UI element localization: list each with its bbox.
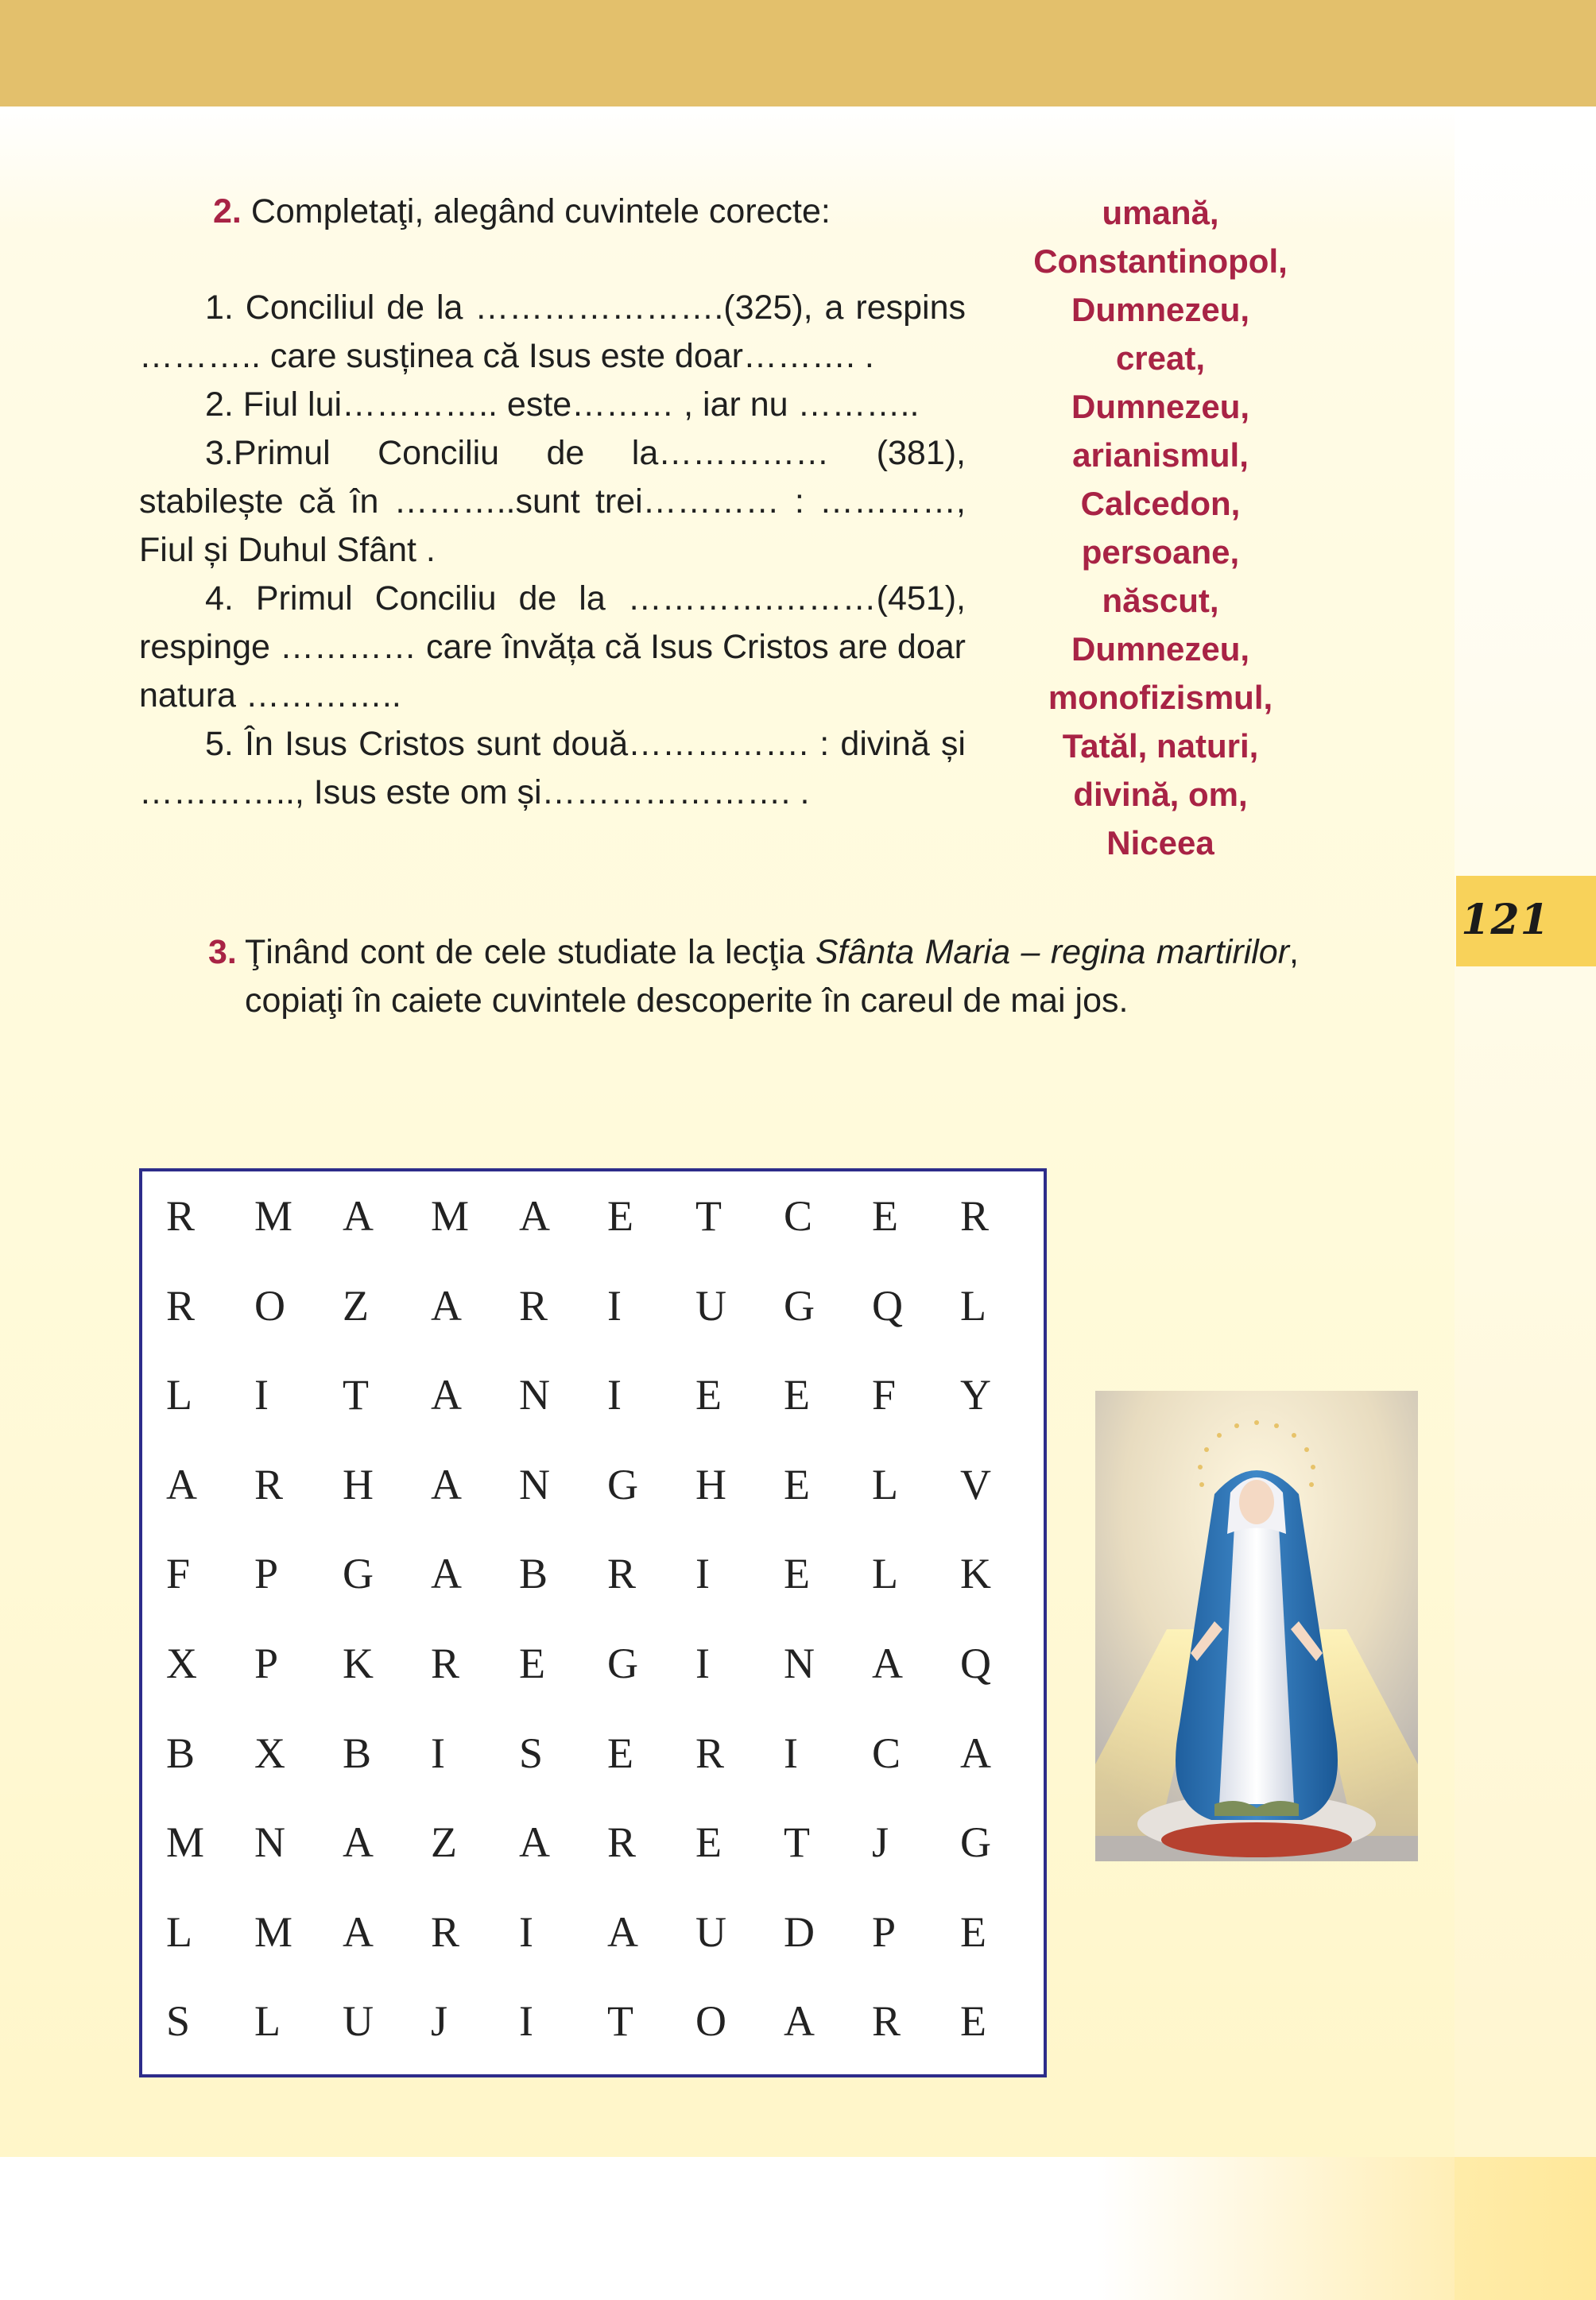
grid-letter: U — [343, 1997, 374, 2046]
grid-letter: Q — [872, 1281, 903, 1330]
grid-letter: A — [343, 1907, 374, 1956]
grid-letter: F — [872, 1371, 897, 1419]
grid-letter: A — [519, 1192, 550, 1240]
grid-letter: Z — [343, 1281, 369, 1330]
grid-letter: R — [166, 1281, 196, 1330]
grid-letter: R — [431, 1639, 460, 1687]
grid-letter: P — [872, 1907, 897, 1956]
grid-letter: K — [960, 1550, 991, 1598]
word-bank-entry: Niceea — [1106, 824, 1214, 862]
grid-letter: R — [166, 1192, 196, 1240]
grid-letter: R — [519, 1281, 548, 1330]
grid-letter: E — [784, 1460, 810, 1508]
word-bank — [990, 188, 1331, 867]
grid-letter: T — [695, 1192, 722, 1240]
grid-letter: B — [343, 1729, 372, 1777]
grid-letter: L — [960, 1281, 986, 1330]
bottom-glow — [1097, 2157, 1596, 2300]
grid-letter: X — [254, 1729, 285, 1777]
lesson-title: Sfânta Maria – regina martirilor — [815, 933, 1290, 971]
grid-letter: R — [960, 1192, 990, 1240]
grid-row — [161, 1903, 1044, 1993]
grid-letter: U — [695, 1907, 726, 1956]
grid-letter: E — [960, 1997, 986, 2046]
grid-letter: R — [607, 1550, 637, 1598]
exercise-2-instruction: Completaţi, alegând cuvintele corecte: — [250, 192, 831, 230]
grid-letter: N — [519, 1460, 550, 1508]
word-bank-entry: Dumnezeu, — [1071, 388, 1250, 425]
grid-row — [161, 1992, 1044, 2082]
grid-letter: C — [784, 1192, 813, 1240]
exercise-2-item: 2. Fiul lui………….. este……… , iar nu ……….. — [205, 385, 920, 424]
grid-letter: V — [960, 1460, 991, 1508]
grid-row — [161, 1545, 1044, 1635]
grid-letter: E — [784, 1550, 810, 1598]
grid-letter: G — [960, 1818, 991, 1867]
exercise-3-number: 3. — [208, 933, 237, 971]
grid-letter: R — [695, 1729, 725, 1777]
side-strip — [1455, 106, 1596, 2300]
grid-letter: B — [519, 1550, 548, 1598]
grid-letter: P — [254, 1639, 279, 1687]
grid-letter: C — [872, 1729, 901, 1777]
grid-letter: A — [960, 1729, 991, 1777]
grid-letter: P — [254, 1550, 279, 1598]
word-bank-entry: Calcedon, — [1080, 485, 1241, 522]
grid-letter: S — [519, 1729, 544, 1777]
word-bank-entry: umană, — [1102, 194, 1219, 231]
grid-letter: E — [872, 1192, 898, 1240]
grid-letter: I — [254, 1371, 269, 1419]
grid-letter: B — [166, 1729, 196, 1777]
grid-letter: L — [166, 1907, 192, 1956]
grid-letter: L — [254, 1997, 281, 2046]
grid-letter: H — [695, 1460, 726, 1508]
grid-letter: A — [431, 1460, 462, 1508]
word-bank-entry: Constantinopol, — [1033, 242, 1288, 280]
exercise-2-heading — [213, 188, 831, 235]
grid-letter: E — [960, 1907, 986, 1956]
exercise-2-items — [139, 284, 966, 817]
grid-letter: A — [607, 1907, 638, 1956]
virgin-mary-image — [1095, 1391, 1418, 1861]
top-band — [0, 0, 1596, 106]
grid-letter: I — [431, 1729, 445, 1777]
grid-letter: I — [695, 1639, 710, 1687]
word-bank-entry: persoane, — [1081, 533, 1240, 571]
grid-row — [161, 1635, 1044, 1725]
page-number: 121 — [1461, 896, 1550, 944]
grid-letter: E — [784, 1371, 810, 1419]
grid-letter: A — [784, 1997, 815, 2046]
grid-letter: Y — [960, 1371, 991, 1419]
grid-row — [161, 1277, 1044, 1367]
exercise-3-text-after: , copiaţi în caiete cuvintele descoperite în careul de mai jos. — [245, 933, 1299, 1020]
grid-letter: M — [431, 1192, 470, 1240]
grid-letter: M — [254, 1192, 293, 1240]
grid-letter: A — [431, 1550, 462, 1598]
grid-letter: K — [343, 1639, 374, 1687]
grid-letter: N — [519, 1371, 550, 1419]
word-bank-entry: născut, — [1102, 582, 1219, 619]
grid-letter: U — [695, 1281, 726, 1330]
grid-letter: Q — [960, 1639, 991, 1687]
word-bank-entry: Dumnezeu, — [1071, 630, 1250, 668]
grid-letter: I — [519, 1907, 533, 1956]
grid-letter: H — [343, 1460, 374, 1508]
grid-letter: T — [343, 1371, 369, 1419]
exercise-2-item: 1. Conciliul de la ………………….(325), a respins ……….. care susținea că Isus este doar………. . — [139, 288, 966, 375]
grid-row — [161, 1366, 1044, 1456]
grid-letter: I — [519, 1997, 533, 2046]
grid-letter: J — [872, 1818, 889, 1867]
word-bank-entry: arianismul, — [1072, 436, 1249, 474]
grid-letter: L — [872, 1550, 898, 1598]
grid-letter: E — [607, 1192, 633, 1240]
grid-letter: J — [431, 1997, 448, 2046]
word-bank-entry: divină, om, — [1073, 776, 1248, 813]
grid-letter: N — [784, 1639, 815, 1687]
grid-letter: N — [254, 1818, 285, 1867]
grid-letter: T — [784, 1818, 810, 1867]
grid-letter: A — [872, 1639, 903, 1687]
grid-row — [161, 1456, 1044, 1546]
grid-letter: L — [166, 1371, 192, 1419]
grid-letter: G — [607, 1639, 638, 1687]
exercise-2-item: 5. În Isus Cristos sunt două……………. : divină și ………….., Isus este om și…………………. . — [139, 725, 966, 811]
grid-letter: F — [166, 1550, 191, 1598]
grid-letter: G — [343, 1550, 374, 1598]
exercise-3-text-before: Ţinând cont de cele studiate la lecţia — [245, 933, 815, 971]
grid-letter: O — [695, 1997, 726, 2046]
word-bank-entry: monofizismul, — [1048, 679, 1273, 716]
word-bank-entry: Dumnezeu, — [1071, 291, 1250, 328]
grid-letter: O — [254, 1281, 285, 1330]
grid-letter: A — [431, 1281, 462, 1330]
grid-letter: I — [784, 1729, 798, 1777]
exercise-3-text — [245, 928, 1299, 1025]
grid-letter: E — [695, 1371, 722, 1419]
grid-letter: G — [607, 1460, 638, 1508]
grid-letter: I — [607, 1281, 622, 1330]
grid-letter: S — [166, 1997, 191, 2046]
grid-letter: X — [166, 1639, 197, 1687]
grid-letter: A — [431, 1371, 462, 1419]
grid-letter: Z — [431, 1818, 457, 1867]
grid-letter: R — [607, 1818, 637, 1867]
grid-letter: M — [166, 1818, 205, 1867]
word-search-grid — [139, 1168, 1047, 2077]
grid-letter: A — [343, 1192, 374, 1240]
grid-letter: E — [695, 1818, 722, 1867]
word-bank-entry: Tatăl, naturi, — [1062, 727, 1259, 765]
grid-row — [161, 1187, 1044, 1277]
grid-letter: E — [607, 1729, 633, 1777]
grid-letter: A — [166, 1460, 197, 1508]
virgin-mary-illustration — [1095, 1391, 1418, 1861]
grid-letter: M — [254, 1907, 293, 1956]
exercise-2-item: 4. Primul Conciliu de la ………….………(451), respinge ………… care învăța că Isus Cristos are doar natura ………….. — [139, 579, 966, 714]
grid-letter: R — [431, 1907, 460, 1956]
grid-letter: L — [872, 1460, 898, 1508]
grid-row — [161, 1725, 1044, 1814]
exercise-2-item: 3.Primul Conciliu de la…………… (381), stabilește că în ………..sunt trei………… : …………, Fiul și Duhul Sfânt . — [139, 434, 966, 569]
grid-letter: A — [343, 1818, 374, 1867]
word-bank-entry: creat, — [1115, 339, 1206, 377]
grid-letter: A — [519, 1818, 550, 1867]
grid-letter: I — [695, 1550, 710, 1598]
grid-letter: G — [784, 1281, 815, 1330]
grid-letter: R — [254, 1460, 284, 1508]
grid-letter: D — [784, 1907, 815, 1956]
grid-letter: E — [519, 1639, 545, 1687]
grid-letter: I — [607, 1371, 622, 1419]
grid-row — [161, 1814, 1044, 1903]
exercise-2-number: 2. — [213, 192, 242, 230]
grid-letter: R — [872, 1997, 901, 2046]
exercise-3 — [208, 928, 1299, 1025]
grid-letter: T — [607, 1997, 633, 2046]
